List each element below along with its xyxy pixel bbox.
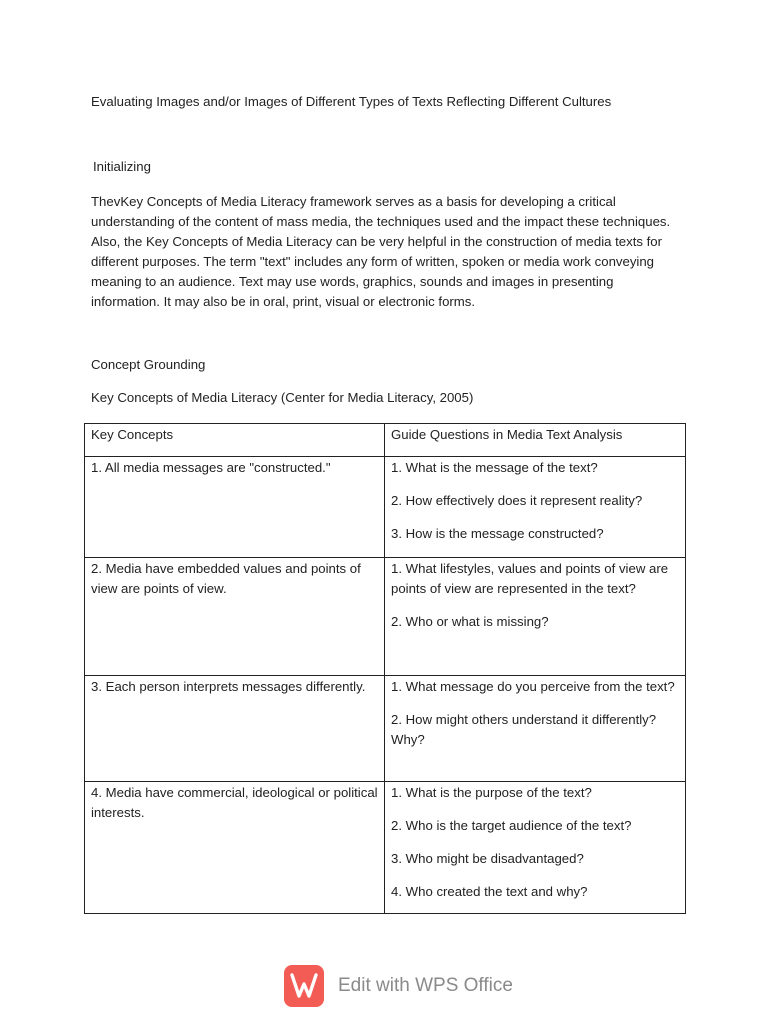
questions-cell <box>385 676 686 782</box>
guide-question: 2. How might others understand it differently? Why? <box>391 712 657 747</box>
guide-question: 1. What lifestyles, values and points of view are points of view are represented in the text? <box>391 561 669 596</box>
edit-with-wps-banner[interactable] <box>284 965 513 1007</box>
concept-cell: 2. Media have embedded values and points of view are points of view. <box>85 558 385 676</box>
table-header-cell: Key Concepts <box>85 424 385 457</box>
table-row <box>85 782 686 914</box>
questions-cell <box>385 782 686 914</box>
table-row <box>85 457 686 558</box>
concept-cell: 1. All media messages are "constructed." <box>85 457 385 558</box>
table-caption: Key Concepts of Media Literacy (Center for Media Literacy, 2005) <box>91 390 474 405</box>
guide-question: 3. Who might be disadvantaged? <box>391 851 584 866</box>
guide-question: 2. Who is the target audience of the text? <box>391 818 632 833</box>
document-title: Evaluating Images and/or Images of Different Types of Texts Reflecting Different Cultures <box>91 94 612 109</box>
table-row <box>85 676 686 782</box>
table-header-cell: Guide Questions in Media Text Analysis <box>385 424 686 457</box>
edit-with-wps-label[interactable]: Edit with WPS Office <box>338 975 513 996</box>
table-row <box>85 558 686 676</box>
wps-office-logo-icon[interactable] <box>284 965 324 1007</box>
questions-cell <box>385 558 686 676</box>
guide-question: 3. How is the message constructed? <box>391 526 604 541</box>
guide-question: 1. What is the purpose of the text? <box>391 785 592 800</box>
concept-cell: 3. Each person interprets messages differently. <box>85 676 385 782</box>
section-heading-concept-grounding: Concept Grounding <box>91 357 206 372</box>
key-concepts-table <box>84 423 686 914</box>
guide-question: 4. Who created the text and why? <box>391 884 588 899</box>
body-paragraph: ThevKey Concepts of Media Literacy framework serves as a basis for developing a critical understanding of the content of mass media, the techniques used and the impact these techniques. Also, the Key Concepts of Media Literacy can be very helpful in the construction of media texts for different purposes. The term "text" includes any form of written, spoken or media work conveying meaning to an audience. Text may use words, graphics, sounds and images in presenting information. It may also be in oral, print, visual or electronic forms. <box>91 194 671 309</box>
guide-question: 1. What is the message of the text? <box>391 460 598 475</box>
guide-question: 1. What message do you perceive from the text? <box>391 679 675 694</box>
table-header-row <box>85 424 686 457</box>
questions-cell <box>385 457 686 558</box>
section-heading-initializing: Initializing <box>93 159 151 174</box>
concept-cell: 4. Media have commercial, ideological or political interests. <box>85 782 385 914</box>
guide-question: 2. Who or what is missing? <box>391 614 549 629</box>
guide-question: 2. How effectively does it represent reality? <box>391 493 643 508</box>
